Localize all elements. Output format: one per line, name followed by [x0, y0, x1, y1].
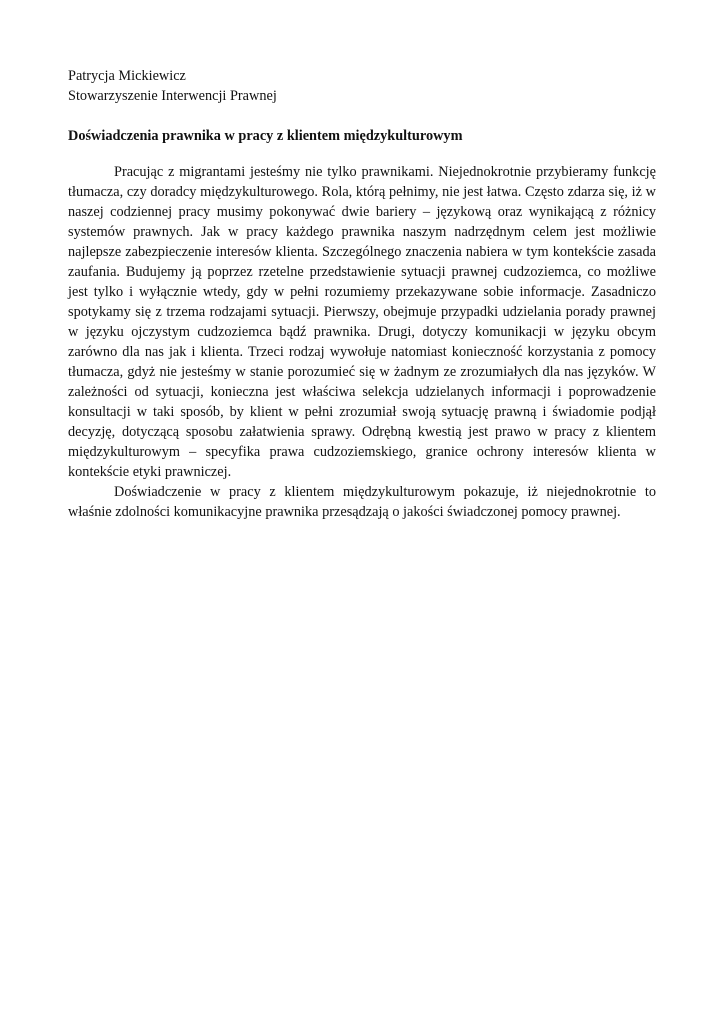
author-block — [68, 66, 656, 106]
body-paragraph-2: Doświadczenie w pracy z klientem międzykulturowym pokazuje, iż niejednokrotnie to właśnie zdolności komunikacyjne prawnika przesądzają o jakości świadczonej pomocy prawnej. — [68, 484, 656, 520]
document-body — [68, 162, 656, 522]
document-title: Doświadczenia prawnika w pracy z klientem międzykulturowym — [68, 128, 463, 144]
author-organization: Stowarzyszenie Interwencji Prawnej — [68, 88, 277, 104]
body-paragraph-1: Pracując z migrantami jesteśmy nie tylko prawnikami. Niejednokrotnie przybieramy funkcję tłumacza, czy doradcy międzykulturowego. Rola, którą pełnimy, nie jest łatwa. Często zdarza się, iż w naszej codziennej pracy musimy pokonywać dwie bariery – językową oraz wynikającą z różnicy systemów prawnych. Jak w pracy każdego prawnika naszym nadrzędnym celem jest możliwie najlepsze zabezpieczenie interesów klienta. Szczególnego znaczenia nabiera w tym kontekście zasada zaufania. Budujemy ją poprzez rzetelne przedstawienie sytuacji prawnej cudzoziemca, co możliwe jest tylko i wyłącznie wtedy, gdy w pełni rozumiemy przekazywane sobie informacje. Zasadniczo spotykamy się z trzema rodzajami sytuacji. Pierwszy, obejmuje przypadki udzielania porady prawnej w języku ojczystym cudzoziemca bądź prawnika. Drugi, dotyczy komunikacji w języku obcym zarówno dla nas jak i klienta. Trzeci rodzaj wywołuje natomiast konieczność korzystania z pomocy tłumacza, gdyż nie jesteśmy w stanie porozumieć się w żadnym ze zrozumiałych dla nas języków. W zależności od sytuacji, konieczna jest właściwa selekcja udzielanych informacji i poprowadzenie konsultacji w taki sposób, by klient w pełni zrozumiał swoją sytuację prawną i świadomie podjął decyzję, dotyczącą sposobu załatwienia sprawy. Odrębną kwestią jest prawo w pracy z klientem międzykulturowym – specyfika prawa cudzoziemskiego, granice ochrony interesów klienta w kontekście etyki prawniczej. — [68, 164, 656, 480]
author-name: Patrycja Mickiewicz — [68, 68, 186, 84]
document-page — [68, 66, 656, 522]
